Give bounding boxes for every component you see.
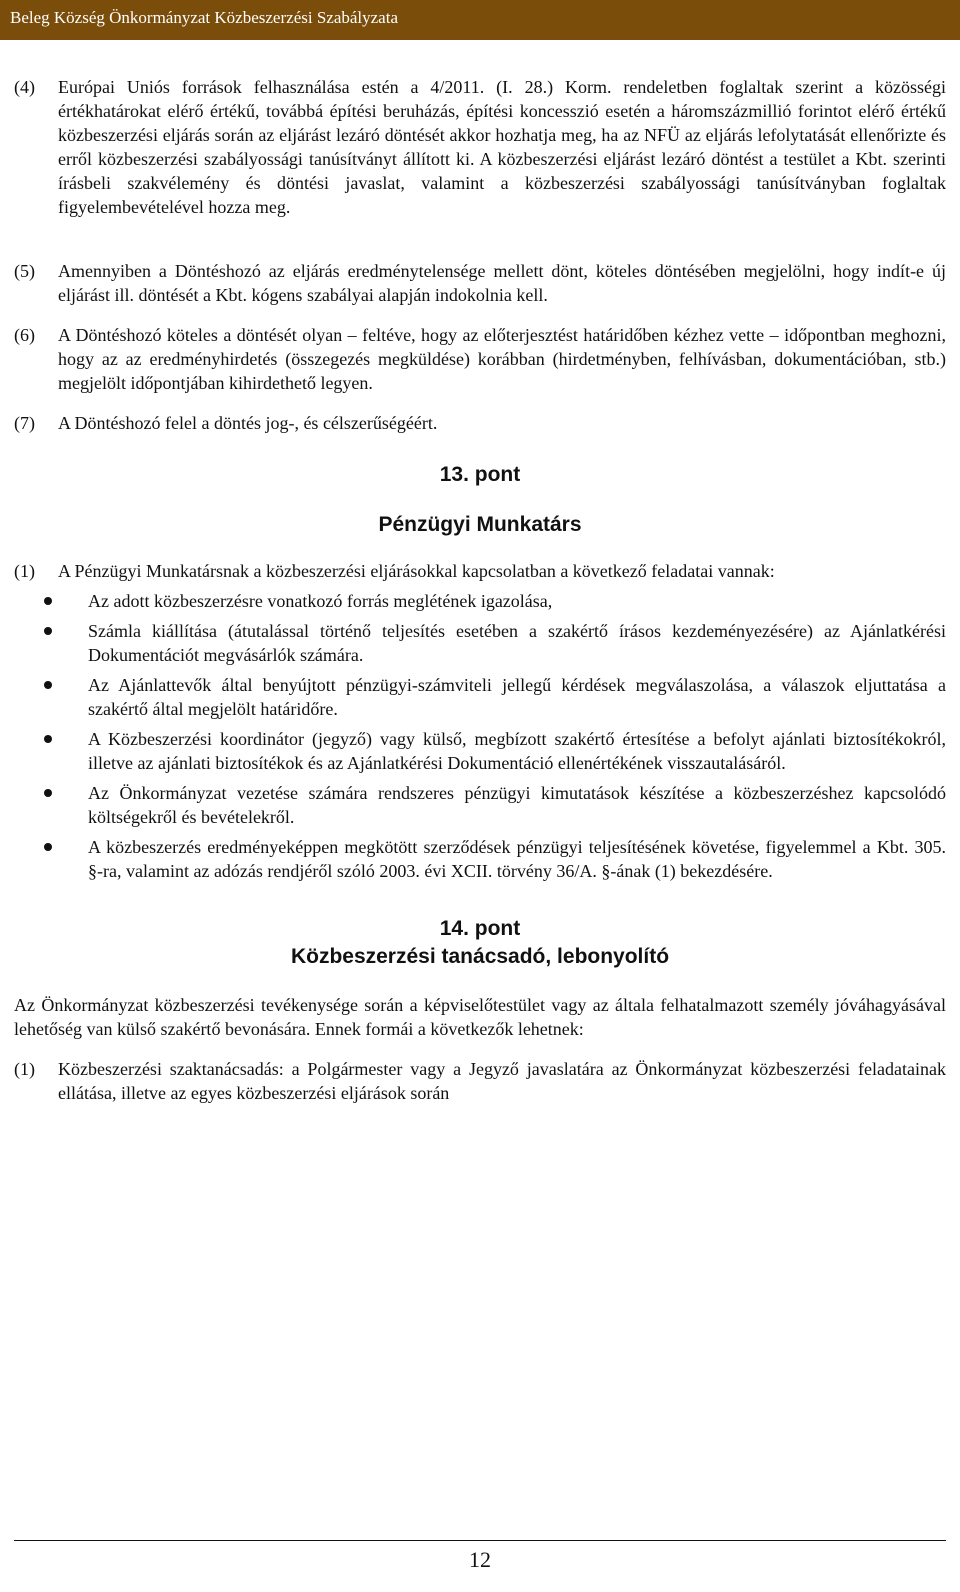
- list-item: Számla kiállítása (átutalással történő teljesítés esetében a szakértő írásos kezdeményezésére) az Ajánlatkérési Dokumentációt megvásárlók számára.: [14, 619, 946, 667]
- paragraph-text: A Döntéshozó köteles a döntését olyan – feltéve, hogy az előterjesztést határidőben kézhez vette – időpontban meghozni, hogy az az eredményhirdetés (összegezés megküldése) korábban (hirdetményben, felhívásban, dokumentációban, stb.) megjelölt időpontjában kihirdethető legyen.: [58, 325, 946, 393]
- document-title: Beleg Község Önkormányzat Közbeszerzési Szabályzata: [10, 8, 398, 27]
- page-number: 12: [469, 1547, 491, 1572]
- bullet-icon: [14, 619, 88, 667]
- paragraph-7: [14, 411, 946, 435]
- paragraph-number: (6): [14, 325, 35, 345]
- paragraph-number: (7): [14, 413, 35, 433]
- list-item: Az Ajánlattevők által benyújtott pénzügyi-számviteli jellegű kérdések megválaszolása, a válaszok eljuttatása a szakértő által megjelölt határidőre.: [14, 673, 946, 721]
- paragraph-text: Európai Uniós források felhasználása estén a 4/2011. (I. 28.) Korm. rendeletben foglaltak szerint a közösségi értékhatárokat elérő értékű, továbbá építési beruházás, építési koncesszió esetén a háromszázmillió forintot elérő értékű közbeszerzési eljárás során az eljárást lezáró döntését akkor hozhatja meg, ha az NFÜ az eljárás lefolytatását ellenőrizte és erről közbeszerzési szabályossági tanúsítványt állított ki. A közbeszerzési eljárást lezáró döntést a testület a Kbt. szerinti írásbeli szakvélemény és döntési javaslat, valamint a közbeszerzési szabályossági tanúsítványban foglaltak figyelembevételével hozza meg.: [58, 77, 946, 217]
- section-14-number: 14. pont: [439, 917, 521, 940]
- page-footer: [14, 1540, 946, 1585]
- paragraph-5: [14, 259, 946, 307]
- bullet-icon: [14, 673, 88, 721]
- section-13-number: 13. pont: [439, 463, 521, 486]
- paragraph-6: [14, 323, 946, 395]
- list-item: A közbeszerzés eredményeképpen megkötött szerződések pénzügyi teljesítésének követése, figyelemmel a Kbt. 305. §-ra, valamint az adózás rendjéről szóló 2003. évi XCII. törvény 36/A. §-ának (1) bekezdésére.: [14, 835, 946, 883]
- paragraph-number: (4): [14, 77, 35, 97]
- bullet-icon: [14, 589, 88, 613]
- bullet-icon: [14, 835, 88, 883]
- paragraph-text: A Pénzügyi Munkatársnak a közbeszerzési eljárásokkal kapcsolatban a következő feladatai vannak:: [58, 561, 775, 581]
- bullet-icon: [14, 727, 88, 775]
- paragraph-text: A Döntéshozó felel a döntés jog-, és célszerűségéért.: [58, 413, 438, 433]
- section-13-intro: [14, 559, 946, 583]
- paragraph-number: (1): [14, 561, 35, 581]
- bullet-icon: [14, 781, 88, 829]
- paragraph-text: Közbeszerzési szaktanácsadás: a Polgármester vagy a Jegyző javaslatára az Önkormányzat közbeszerzési feladatainak ellátása, illetve az egyes közbeszerzési eljárások során: [58, 1059, 946, 1103]
- list-item: Az Önkormányzat vezetése számára rendszeres pénzügyi kimutatások készítése a közbeszerzéshez kapcsolódó költségekről és bevételekről.: [14, 781, 946, 829]
- paragraph-text: Amennyiben a Döntéshozó az eljárás eredménytelensége mellett dönt, köteles döntésében megjelölni, hogy indít-e új eljárást ill. döntését a Kbt. kógens szabályai alapján indokolnia kell.: [58, 261, 946, 305]
- section-14-title: Közbeszerzési tanácsadó, lebonyolító: [290, 945, 670, 968]
- section-13-title: Pénzügyi Munkatárs: [378, 513, 582, 536]
- list-item: Az adott közbeszerzésre vonatkozó forrás meglétének igazolása,: [14, 589, 946, 613]
- document-header: [0, 0, 960, 40]
- section-14-intro: Az Önkormányzat közbeszerzési tevékenysége során a képviselőtestület vagy az általa felhatalmazott személy jóváhagyásával lehetőség van külső szakértő bevonására. Ennek formái a következők lehetnek:: [14, 995, 946, 1039]
- paragraph-number: (5): [14, 261, 35, 281]
- list-item: A Közbeszerzési koordinátor (jegyző) vagy külső, megbízott szakértő értesítése a befolyt ajánlati biztosítékokról, illetve az ajánlati biztosítékok és az Ajánlatkérési Dokumentáció ellenértékének visszautalásáról.: [14, 727, 946, 775]
- paragraph-4: [14, 75, 946, 219]
- section-14-item-1: [14, 1057, 946, 1105]
- section-13-bullet-list: [14, 589, 946, 883]
- document-body: [14, 75, 946, 1105]
- paragraph-number: (1): [14, 1059, 35, 1079]
